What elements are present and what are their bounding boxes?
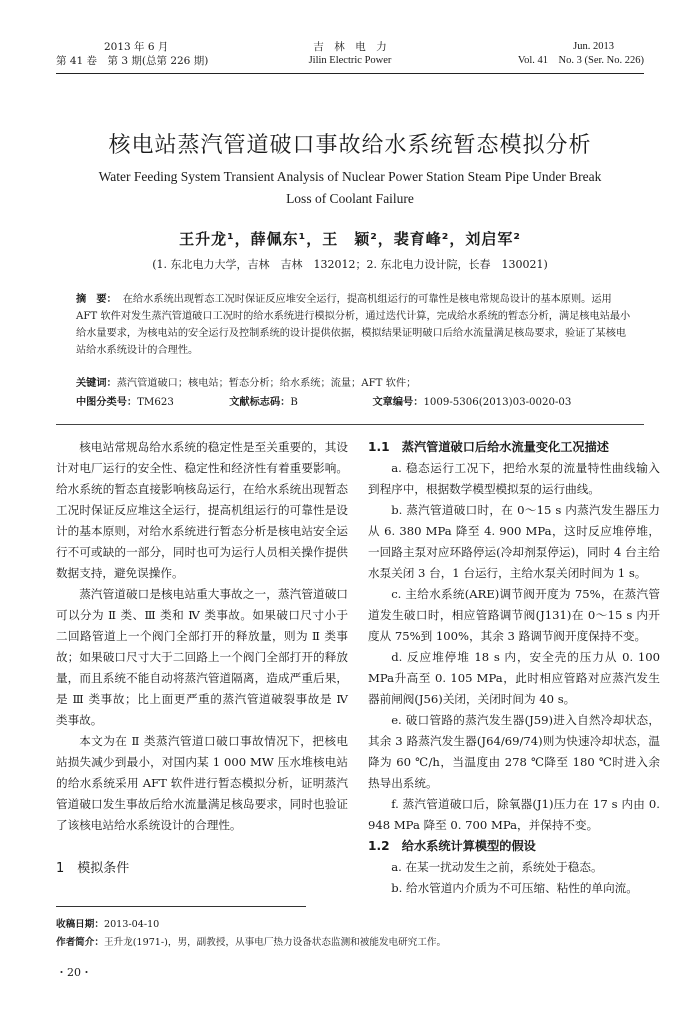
- intro-paragraph-2: 蒸汽管道破口是核电站重大事故之一，蒸汽管道破口可以分为 Ⅱ 类、Ⅲ 类和 Ⅳ 类事故。如果破口尺寸小于二回路管道上一个阀门全部打开的释放量，则为 Ⅱ 类事故；如果破口尺寸大于二回路上一个阀门全部打开的释放量，而且系统不能自动将蒸汽管道隔离，造成严重后果，是 Ⅲ 类事故；比上面更严重的蒸汽管道破裂事故是 Ⅳ 类事故。: [56, 587, 348, 727]
- intro-paragraph-3: 本文为在 Ⅱ 类蒸汽管道口破口事故情况下，把核电站损失减少到最小，对国内某 1 000 MW 压水堆核电站的给水系统采用 AFT 软件进行暂态模拟分析，证明蒸汽管道破口发生事故后给水流量满足核岛要求，同时也验证了该核电站给水系统设计的合理性。: [56, 734, 348, 832]
- page-number: ・20・: [56, 966, 92, 979]
- classification-row: [76, 395, 636, 411]
- intro-paragraph-1: 核电站常规岛给水系统的稳定性是至关重要的，其设计对电厂运行的安全性、稳定性和经济性有着重要影响。给水系统的暂态直接影响核岛运行，在给水系统出现暂态工况时保证反应堆这全运行，提高机组运行的可靠性是设计的基本原则，对给水系统进行暂态分析是核电站安全运行不可或缺的一部分，同时也可为运行人员相关操作提供数据支持，避免误操作。: [56, 440, 348, 580]
- received-date: [56, 917, 159, 932]
- body-column-right: [368, 437, 660, 899]
- running-header-right: [518, 40, 644, 68]
- journal-name-en: Jilin Electric Power: [308, 55, 392, 66]
- keywords: [76, 376, 636, 392]
- body-column-left: [56, 437, 348, 880]
- received-label: 收稿日期：: [56, 919, 104, 930]
- doc-label: 文献标志码：: [229, 397, 291, 408]
- subsection-heading-1-1: 1.1 蒸汽管道破口后给水流量变化工况描述: [368, 440, 609, 454]
- header-volume-cn: 第 41 卷 第 3 期(总第 226 期): [56, 55, 209, 67]
- keywords-text: 蒸汽管道破口；核电站；暂态分析；给水系统；流量；AFT 软件；: [116, 378, 417, 389]
- doc-value: B: [290, 397, 298, 408]
- keywords-label: 关键词：: [76, 378, 117, 389]
- assumption-item-a: a. 在某一扰动发生之前，系统处于稳态。: [391, 860, 603, 874]
- abstract: [76, 291, 636, 359]
- author-bio: [56, 935, 446, 950]
- condition-item-c: c. 主给水系统(ARE)调节阀开度为 75%，在蒸汽管道发生破口时，相应管路调节阀(J131)在 0～15 s 内开度从 75%到 100%，其余 3 路调节阀开度保持不变。: [368, 587, 660, 643]
- paper-title-en: Water Feeding System Transient Analysis of Nuclear Power Station Steam Pipe Under Break Loss of Coolant Failure: [98, 169, 602, 206]
- header-date-en: Jun. 2013: [573, 41, 614, 52]
- footnote-rule: [56, 906, 306, 907]
- condition-item-d: d. 反应堆停堆 18 s 内，安全壳的压力从 0. 100 MPa升高至 0. 105 MPa，此时相应管路对应蒸汽发生器前闸阀(J56)关闭，关闭时间为 40 s。: [368, 650, 660, 706]
- section-heading-1: 1 模拟条件: [56, 861, 130, 876]
- subsection-heading-1-2: 1.2 给水系统计算模型的假设: [368, 839, 536, 853]
- article-number-value: 1009-5306(2013)03-0020-03: [423, 397, 572, 408]
- bio-label: 作者简介：: [56, 937, 104, 948]
- abstract-text: 在给水系统出现暂态工况时保证反应堆安全运行，提高机组运行的可靠性是核电常规岛设计的基本原则。运用 AFT 软件对发生蒸汽管道破口工况时的给水系统进行模拟分析，通过迭代计算，完成给水系统的暂态分析，满足核电站最小给水量要求，为核电站的安全运行及控制系统的设计提供依据，模拟结果证明破口后给水流量满足核岛要求，验证了某核电站给水系统设计的合理性。: [76, 294, 631, 356]
- abstract-rule: [56, 424, 644, 425]
- paper-title-cn: 核电站蒸汽管道破口事故给水系统暂态模拟分析: [108, 133, 592, 158]
- journal-name-cn: 吉 林 电 力: [313, 41, 387, 53]
- condition-item-f: f. 蒸汽管道破口后，除氧器(J1)压力在 17 s 内由 0. 948 MPa 降至 0. 700 MPa，并保持不变。: [368, 797, 660, 832]
- header-date-cn: 2013 年 6 月: [104, 41, 169, 53]
- condition-item-b: b. 蒸汽管道破口时，在 0～15 s 内蒸汽发生器压力从 6. 380 MPa 降至 4. 900 MPa，这时反应堆停堆，一回路主泵对应环路停运(冷却剂泵停运)，同时 4 台主给水泵关闭 3 台，1 台运行，主给水泵关闭时间为 1 s。: [368, 503, 660, 580]
- header-volume-en: Vol. 41 No. 3 (Ser. No. 226): [517, 55, 644, 66]
- clc-value: TM623: [137, 397, 174, 408]
- received-value: 2013-04-10: [103, 919, 160, 930]
- doc-code: [229, 395, 369, 411]
- condition-item-e: e. 破口管路的蒸汽发生器(J59)进入自然冷却状态，其余 3 路蒸汽发生器(J64/69/74)则为快速冷却状态，温降为 60 ℃/h，当温度由 278 ℃降至 180 ℃时进入余热导出系统。: [368, 713, 660, 790]
- assumption-item-b: b. 给水管道内介质为不可压缩、粘性的单向流。: [391, 881, 638, 895]
- bio-text: 王升龙(1971-)，男，副教授，从事电厂热力设备状态监测和被能发电研究工作。: [103, 937, 447, 948]
- article-number: [373, 395, 572, 411]
- author-affiliation: (1. 东北电力大学，吉林 吉林 132012；2. 东北电力设计院，长春 130021): [152, 258, 548, 271]
- header-rule: [56, 73, 644, 74]
- clc-label: 中图分类号：: [76, 397, 138, 408]
- clc-code: [76, 395, 226, 411]
- author-list: 王升龙¹，薛佩东¹，王 颖²，裴育峰²，刘启军²: [179, 230, 521, 248]
- condition-item-a: a. 稳态运行工况下，把给水泵的流量特性曲线输入到程序中，根据数学模型模拟泵的运行曲线。: [368, 461, 660, 496]
- article-number-label: 文章编号：: [372, 397, 424, 408]
- abstract-label: 摘 要：: [76, 294, 117, 305]
